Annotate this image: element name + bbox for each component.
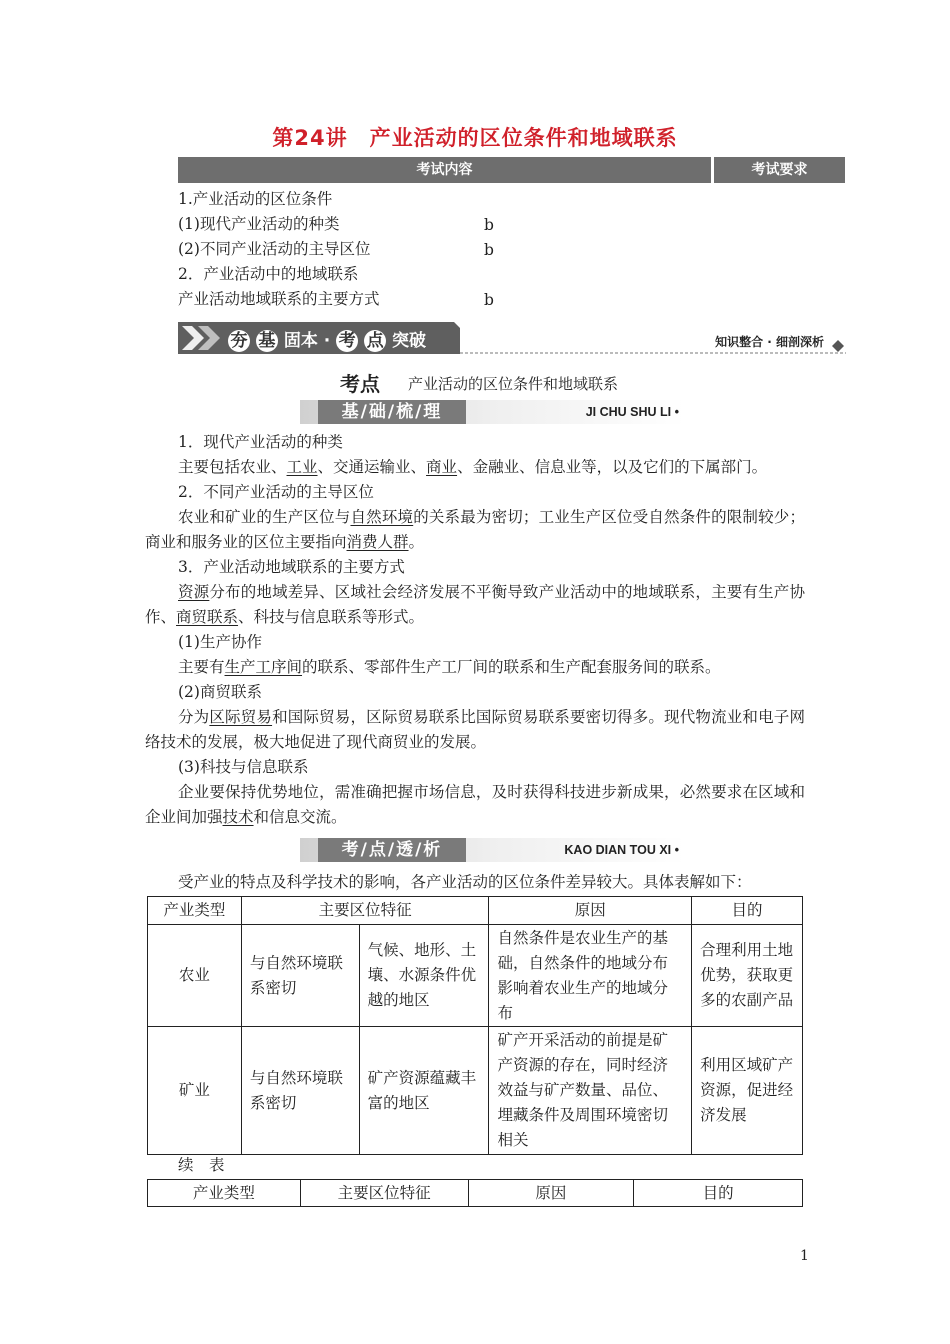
th-type: 产业类型: [148, 897, 242, 925]
cell-type: 矿业: [148, 1027, 242, 1155]
lesson-title: 产业活动的区位条件和地域联系: [369, 126, 678, 150]
section-cn-title: 考/点/透/析: [318, 838, 466, 862]
section-bar-kaodian: [300, 838, 685, 862]
section-bar-jichu: [300, 400, 685, 424]
req-row: (2)不同产业活动的主导区位: [178, 240, 371, 258]
req-level: b: [484, 241, 494, 259]
header-exam-requirement: 考试要求: [714, 157, 845, 183]
banner-right-text: 知识整合 · 细剖深析: [715, 335, 824, 349]
kaodian-title: 产业活动的区位条件和地域联系: [408, 375, 619, 393]
heading-1: 1．现代产业活动的种类: [178, 433, 343, 451]
section-cn-title: 基/础/梳/理: [318, 400, 466, 424]
heading-3: 3．产业活动地域联系的主要方式: [178, 558, 405, 576]
section-banner: [178, 318, 846, 358]
th-purpose: 目的: [692, 897, 803, 925]
section-en-title: JI CHU SHU LI •: [585, 405, 679, 419]
header-exam-content: 考试内容: [178, 157, 711, 183]
th-feature: 主要区位特征: [241, 897, 489, 925]
req-row: (1)现代产业活动的种类: [178, 215, 340, 233]
req-row: 产业活动地域联系的主要方式: [178, 290, 380, 308]
table-row: [148, 1027, 803, 1155]
cell-reason: 自然条件是农业生产的基础，自然条件的地域分布影响着农业生产的地域分布: [489, 925, 692, 1027]
kaodian-label: 考点: [340, 372, 380, 396]
cell-feature-1: 与自然环境联系密切: [241, 1027, 359, 1155]
req-row: 2．产业活动中的地域联系: [178, 265, 359, 283]
continued-table: [147, 1179, 803, 1207]
heading-4: (1)生产协作: [178, 633, 262, 651]
banner-char: 点: [364, 330, 386, 352]
banner-char: 固本: [283, 331, 318, 351]
banner-char: 夯: [228, 330, 250, 352]
table-intro: 受产业的特点及科学技术的影响，各产业活动的区位条件差异较大。具体表解如下：: [178, 873, 752, 891]
paragraph-5: 分为区际贸易和国际贸易，区际贸易联系比国际贸易联系要密切得多。现代物流业和电子网络技术的发展，极大地促进了现代商贸业的发展。: [145, 708, 805, 751]
continued-label: 续 表: [178, 1156, 225, 1174]
banner-char: ·: [323, 331, 331, 351]
table-row: [148, 925, 803, 1027]
page-title: [0, 122, 950, 152]
lesson-number: 第24讲: [272, 126, 348, 150]
cell-feature-1: 与自然环境联系密切: [241, 925, 359, 1027]
banner-char: 考: [336, 330, 358, 352]
req-level: b: [484, 291, 494, 309]
paragraph-4: 主要有生产工序间的联系、零部件生产工厂间的联系和生产配套服务间的联系。: [178, 658, 721, 676]
banner-char: 突破: [392, 331, 426, 351]
heading-5: (2)商贸联系: [178, 683, 262, 701]
th-type: 产业类型: [148, 1180, 301, 1207]
paragraph-1: 主要包括农业、工业、交通运输业、商业、金融业、信息业等，以及它们的下属部门。: [178, 458, 768, 476]
location-table: [147, 896, 803, 1155]
heading-6: (3)科技与信息联系: [178, 758, 309, 776]
cell-reason: 矿产开采活动的前提是矿产资源的存在，同时经济效益与矿产数量、品位、埋藏条件及周围环境密切相关: [489, 1027, 692, 1155]
th-reason: 原因: [489, 897, 692, 925]
cell-feature-2: 气候、地形、土壤、水源条件优越的地区: [359, 925, 489, 1027]
banner-char: 基: [256, 330, 278, 352]
table-header-row: [148, 1180, 803, 1207]
cell-purpose: 合理利用土地优势，获取更多的农副产品: [692, 925, 803, 1027]
paragraph-2: 农业和矿业的生产区位与自然环境的关系最为密切；工业生产区位受自然条件的限制较少；商业和服务业的区位主要指向消费人群。: [145, 508, 805, 551]
th-purpose: 目的: [634, 1180, 803, 1207]
req-level: b: [484, 216, 494, 234]
cell-type: 农业: [148, 925, 242, 1027]
req-row: 1.产业活动的区位条件: [178, 190, 333, 208]
table-header-row: [148, 897, 803, 925]
paragraph-3: 资源分布的地域差异、区域社会经济发展不平衡导致产业活动中的地域联系，主要有生产协作、商贸联系、科技与信息联系等形式。: [145, 583, 805, 626]
th-feature: 主要区位特征: [300, 1180, 468, 1207]
section-en-title: KAO DIAN TOU XI •: [564, 843, 679, 857]
banner-title: [228, 326, 426, 352]
cell-purpose: 利用区域矿产资源，促进经济发展: [692, 1027, 803, 1155]
cell-feature-2: 矿产资源蕴藏丰富的地区: [359, 1027, 489, 1155]
th-reason: 原因: [468, 1180, 634, 1207]
paragraph-6: 企业要保持优势地位，需准确把握市场信息，及时获得科技进步新成果，必然要求在区域和企业间加强技术和信息交流。: [145, 783, 805, 826]
page-number: 1: [800, 1248, 809, 1264]
heading-2: 2．不同产业活动的主导区位: [178, 483, 374, 501]
